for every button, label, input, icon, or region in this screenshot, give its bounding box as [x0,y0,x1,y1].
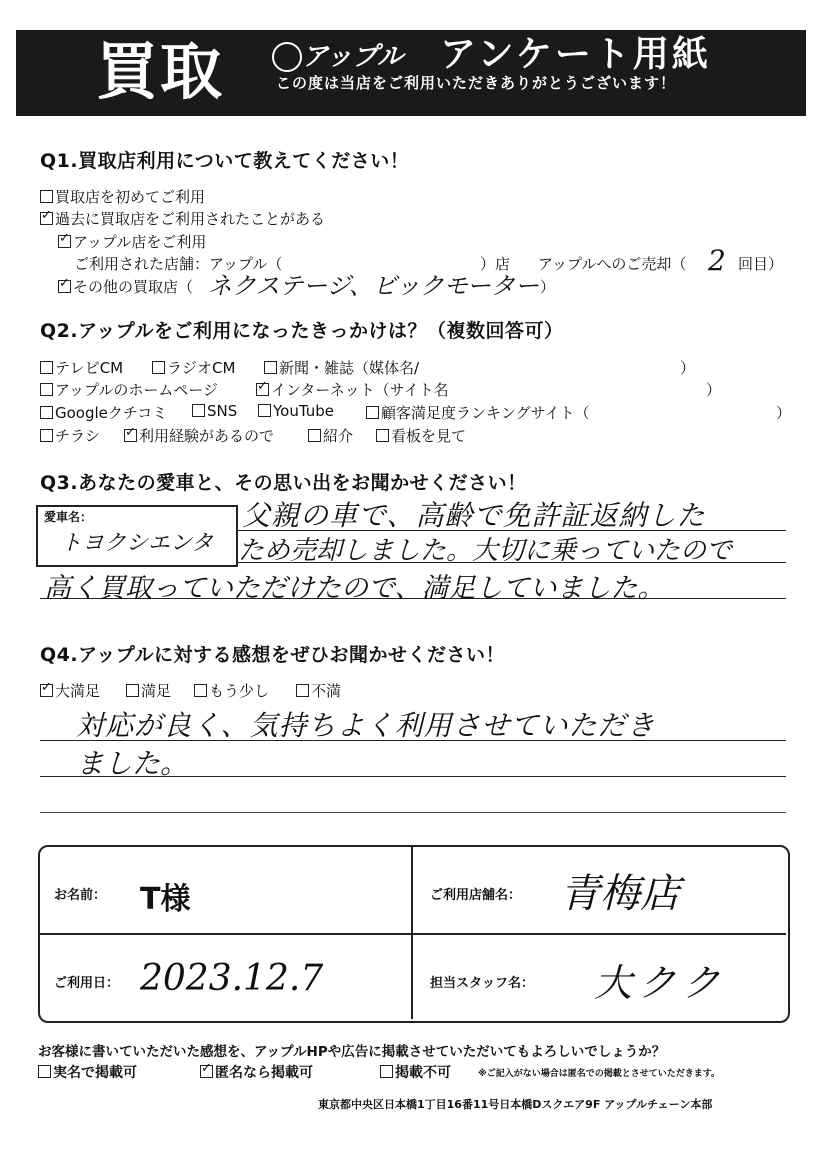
q1-store-label: ご利用された店舗：アップル（ [74,255,283,273]
q1-visits-suffix: 回目） [738,255,784,273]
date-label: ご利用日： [54,976,120,991]
checkbox-satisfied[interactable] [126,684,139,697]
apple-logo-icon [272,42,302,72]
q1-option-apple[interactable]: ✓アップル店をご利用 [58,231,206,252]
q2-internet-close: ） [706,381,722,399]
q2-title: Q2.アップルをご利用になったきっかけは？（複数回答可） [40,320,564,342]
q1-option-past[interactable]: ✓過去に買取店をご利用されたことがある [40,208,325,229]
name-value[interactable]: T様 [140,882,191,917]
q1-other-close: ） [540,278,556,296]
checkbox-signboard[interactable] [376,429,389,442]
checkbox-very-satisfied[interactable] [40,684,53,697]
q1-option-other[interactable]: ✓その他の買取店（ [58,276,193,297]
checkbox-other[interactable] [58,280,71,293]
checkbox-real-name[interactable] [38,1065,51,1078]
header-title: アンケート用紙 [440,34,711,75]
q2-ranking-close: ） [776,404,792,422]
card-divider-horizontal [40,933,786,935]
date-value[interactable]: 2023.12.7 [140,958,324,999]
q2-radio[interactable]: ラジオCM [152,357,235,378]
checkbox-tv[interactable] [40,361,53,374]
q2-homepage[interactable]: アップルのホームページ [40,379,218,400]
car-name-value[interactable]: トヨクシエンタ [60,531,214,556]
name-label: お名前： [54,888,107,903]
store-value[interactable]: 青梅店 [560,871,680,917]
checkbox-google[interactable] [40,406,53,419]
checkbox-internet[interactable] [256,383,269,396]
header-kaitori: 買取 [96,35,225,108]
q2-sns[interactable]: SNS [192,402,237,420]
q3-title: Q3.あなたの愛車と、その思い出をお聞かせください！ [40,472,527,494]
q4-very[interactable]: ✓大満足 [40,680,100,701]
checkbox-anonymous[interactable] [200,1065,213,1078]
checkbox-ranking[interactable] [366,406,379,419]
q2-ranking[interactable]: 顧客満足度ランキングサイト（ [366,402,590,423]
q2-signboard[interactable]: 看板を見て [376,425,466,446]
checkbox-news[interactable] [264,361,277,374]
q4-rule-3 [40,812,786,813]
q2-referral[interactable]: 紹介 [308,425,353,446]
q4-title: Q4.アップルに対する感想をぜひお聞かせください！ [40,644,506,666]
staff-value[interactable]: 大クク [594,961,727,1005]
q1-visits-value: 2 [708,244,726,277]
checkbox-past[interactable] [40,212,53,225]
q1-title: Q1.買取店利用について教えてください！ [40,150,410,172]
q4-little[interactable]: もう少し [194,680,269,701]
checkbox-flyer[interactable] [40,429,53,442]
checkbox-first[interactable] [40,190,53,203]
header-subtitle: この度は当店をご利用いただきありがとうございます！ [276,74,677,92]
q2-google[interactable]: Googleクチコミ [40,402,167,423]
q4-answer-line-1[interactable]: 対応が良く、気持ちよく利用させていただき [76,709,656,742]
footer-address: 東京都中央区日本橋1丁目16番11号日本橋Dスクエア9F アップルチェーン本部 [318,1098,713,1111]
checkbox-youtube[interactable] [258,404,271,417]
checkbox-little[interactable] [194,684,207,697]
q2-youtube[interactable]: YouTube [258,402,334,420]
staff-label: 担当スタッフ名： [430,976,535,991]
q2-news[interactable]: 新聞・雑誌（媒体名/ [264,357,419,378]
header-logo: アップル [302,42,404,72]
q2-news-close: ） [680,359,696,377]
car-name-label: 愛車名： [44,510,93,524]
checkbox-referral[interactable] [308,429,321,442]
publish-real-name[interactable]: 実名で掲載可 [38,1062,137,1082]
checkbox-experience[interactable] [124,429,137,442]
q1-store-suffix: ）店 [480,255,511,273]
q1-option-first[interactable]: 買取店を初めてご利用 [40,186,205,207]
publish-refuse[interactable]: 掲載不可 [380,1062,451,1082]
q2-tv[interactable]: テレビCM [40,357,123,378]
checkbox-sns[interactable] [192,404,205,417]
checkbox-refuse[interactable] [380,1065,393,1078]
q4-answer-line-2[interactable]: ました。 [76,747,189,780]
publish-question: お客様に書いていただいた感想を、アップルHPや広告に掲載させていただいてもよろしいでしょうか？ [38,1044,666,1060]
q1-visits-label: アップルへのご売却（ [538,255,687,273]
q2-internet[interactable]: ✓ インターネット（サイト名 [256,379,449,400]
q3-answer-line-2[interactable]: ため売却しました。大切に乗っていたので [238,536,733,566]
store-label: ご利用店舗名： [430,888,522,903]
publish-anonymous[interactable]: ✓ 匿名なら掲載可 [200,1062,313,1082]
q1-other-value: ネクステージ、ビックモーター [208,272,539,300]
q3-answer-line-1[interactable]: 父親の車で、高齢で免許証返納した [242,499,706,532]
publish-note: ※ご記入がない場合は匿名での掲載とさせていただきます。 [478,1069,721,1079]
checkbox-radio[interactable] [152,361,165,374]
q4-unsatisfied[interactable]: 不満 [296,680,341,701]
q3-answer-line-3[interactable]: 高く買取っていただけたので、満足していました。 [44,573,665,604]
checkbox-homepage[interactable] [40,383,53,396]
q2-experience[interactable]: ✓ 利用経験があるので [124,425,274,446]
checkbox-apple[interactable] [58,235,71,248]
q2-flyer[interactable]: チラシ [40,425,100,446]
q4-satisfied[interactable]: 満足 [126,680,171,701]
checkbox-unsatisfied[interactable] [296,684,309,697]
